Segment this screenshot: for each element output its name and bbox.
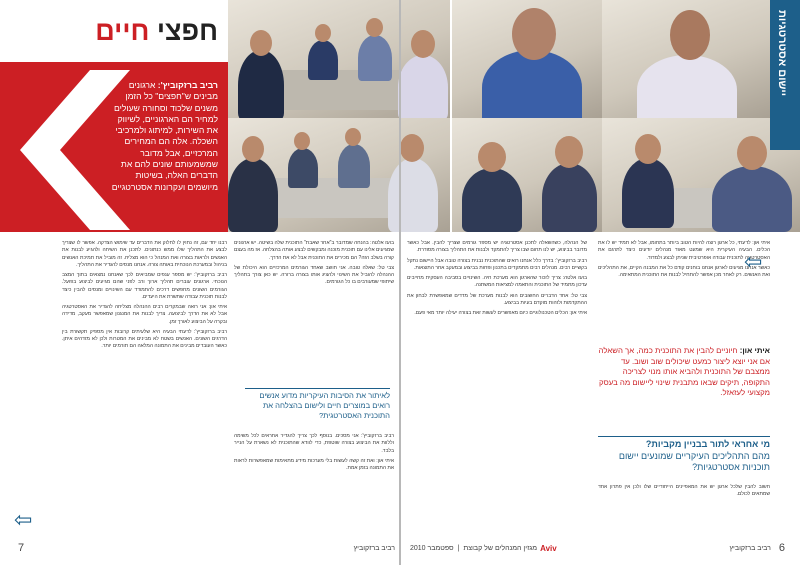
next-arrow-icon: ⇦ [744, 250, 763, 275]
footer-right-end [700, 538, 785, 558]
subhead-right-question: מי אחראי לתור בבניין מקביות? [645, 439, 770, 449]
page-title: חפצי חיים [95, 16, 218, 46]
section-side-tab: יישום אסטרטגיות [770, 0, 800, 150]
page-fold [399, 0, 401, 565]
photo-speaker-2 [602, 0, 770, 118]
text-column-3: של הנהלה, כשהשאלה לתכנן אסטרטגיה יש מספר גורמים שצריך להבין. אבל כאשר מדובר בביצוע, יש לנו תחום שבו צריך להתמקד ולבנות את התהליך בצורה מסודרת. רביב ברזקוביץ': בדרך כלל אנחנו רואים שהתוכנית נבנית בצורה טובה אבל היישום נתקל בקשיים רבים. מנהלים רבים מתמקדים בתכנון ופחות בביצוע ובמעקב אחר התוצאות. בועז אלטה: צריך לזכור שהארגון הוא מערכת חיה. השינויים בסביבה העסקית מחייבים עדכון מתמיד של התוכנית והתאמה למציאות המשתנה. צבי טל: אחד הדברים החשובים הוא לבנות מערכת של מדדים שמאפשרת לבחון את ההתקדמות ולזהות מוקדם בעיות בביצוע. איתי און: הכלים הטכנולוגיים כיום מאפשרים לעשות זאת בצורה יעילה יותר מאי פעם. [407, 240, 587, 316]
callout-quote [598, 346, 770, 399]
footer-right: ספטמבר 2010 | מגזין המנהלים של קבוצת Aviv [410, 543, 557, 553]
callout-text: חיוניים להבין את התוכנית כמה, אך השאלה אם אני יוצא ליצור כמעט שיכולים שוב ושוב. עד ממצבם של התוכנית ולהביא אותו מנוי לצריכה התקופה, תיקים שבאו מתבנית שינוי ליישום מה בעסק מקצועי לעזאזל. [598, 346, 770, 398]
text-column-1: רבנו יחד עם, זה נחוץ לו לחלוק את הדברים עד שימוש הצדקה. אפשר לו שצריך לבצע את התהליך שלו ממש כנתונים. לתכנן את השיחה ולהגיע לבנות את האנשים ולראות בצורה ואת המנהל כי הוא מצליח. זה מוביל את תמיכת האנשים בניהול ובמערכת הנוכחית באותה צורה. אנחנו מנסים להגדיר את התהליך. רביב ברזקוביץ': יש מספר ענפים שמביאים לכך שאנחנו נמצאים בתוך המצב הנוכחי. ארגונים עוברים תהליך ארוך ורב לפני שהם מגיעים לביצוע בפועל. הגורמים השונים מחפשים דרכים להתמודד עם השינויים ומנסים להבין כיצד לבנות תוכנית עבודה שתשרת את היעדים. איתי און: אני רואה שבמקרים רבים ההנהלה מצליחה להגדיר את האסטרטגיה אבל לא את הדרך לביצועה. צריך לבנות את המנגנון שמאפשר מעקב, מדידה ובקרה על הביצוע לאורך זמן. רביב ברזקוביץ': לדעתי הבעיה היא שלעיתים קרובות אין מספיק תקשורת בין הדרגים השונים. האנשים בשטח לא מבינים את המטרות ולכן לא מזדהים איתן. כאשר העובדים מבינים את התמונה המלאה הם תורמים יותר. [62, 240, 227, 350]
subhead-rule-left [245, 388, 390, 389]
text-column-4b: חשוב להבין שלכל ארגון יש את המאפיינים הייחודיים שלו ולכן אין פתרון אחד שמתאים לכולם. [598, 484, 770, 498]
prev-arrow-icon: ⇦ [14, 508, 33, 533]
text-column-4a: איתי און: לדעתי, כל ארגון רוצה להיות הטוב ביותר בתחומו, אבל לא תמיד יש לו את הכלים. הבעיה העיקרית היא שמעט מאוד מנהלים יודעים כיצד לתרגם את האסטרטגיה לתוכנית עבודה אופרטיבית שניתן לבצע ולמדוד. כאשר אנחנו מגיעים לארגון אנחנו בוחנים קודם כל את המבנה הקיים, את התהליכים ואת האנשים. רק לאחר מכן אפשר להתחיל לבנות את התוכנית המתאימה. [598, 240, 770, 278]
pull-quote-author: רביב ברזקוביץ': [157, 80, 218, 90]
aviv-logo: Aviv [540, 543, 557, 553]
page-number-left: 7 [18, 542, 25, 554]
subhead-right [598, 439, 770, 474]
photo-speaker-1 [452, 0, 602, 118]
footer-left-name: רביב ברזקוביץ [353, 544, 395, 552]
footer-magazine: מגזין המנהלים של קבוצת [463, 544, 538, 552]
photo-speaker-3 [452, 118, 602, 232]
subhead-left: לאיתור את הסיבות העיקריות מדוע אנשים רואים במוצרים חיים ולישום בהצלחה את התוכנית האסטרטגית? [259, 391, 390, 420]
text-column-2b: רביב ברזקוביץ': אני מסכים. בנוסף לכך צריך להגדיר אחראים לכל משימה וללוות את הביצוע בצורה שוטפת, כדי לוודא שהתוכנית לא נשארת על הנייר בלבד. איתי און: ואת זה קשה לעשות בלי מערכות מידע מתאימות שמאפשרות לראות את התמונה בזמן אמת. [234, 433, 394, 471]
page-title-accent: חיים [95, 16, 150, 46]
page-number-right: 6 [778, 542, 785, 554]
text-column-2a: בועז אלטה: בהנחה שמדובר ב"אחר שאבת" התוכנית שלה בשיטה. יש ארגונים שמגיעים אלינו עם תוכנית מוכנה ומבקשים לבצע אותה בהצלחה. אז מה בעצם קורה בשלב הזה? הם מכירים את התוכנית אבל לא את הדרך. צבי טל: שאלה טובה. אני חושב שאחד הגורמים המרכזיים הוא היכולת של ההנהלה להוביל את השינוי ולהציג אותו בצורה ברורה. יש כאן צורך בתהליך שיתופי שמעורבים בו כל הגורמים. [234, 240, 394, 286]
callout-author: איתי און: [739, 346, 770, 355]
pull-quote [108, 80, 218, 193]
subhead-rule-right [598, 436, 770, 437]
subhead-right-text: מהם התהליכים העיקריים שמונעים יישום תוכניות אסטרטגיות? [618, 450, 770, 472]
footer-issue: ספטמבר 2010 [410, 544, 454, 552]
title-panel [0, 0, 228, 232]
photo-meeting-wide [228, 0, 450, 118]
pull-quote-text: ארגונים מבינים ש"חפצים" כל הזמן משנים שלכוד וסחורה שעולים למחיר הם הארגוניים, לשיווק את השירות, למיתוג ולמרכיבי השכלה. אלה הם המחירים המרכזיים, אבל מדובר שמשמעותם שונים להם את הדברים האלה, בשיטות מיושמים ועקרונות אסטרטגיים [111, 80, 218, 192]
photo-meeting-group [228, 118, 450, 232]
footer-right-name: רביב ברזקוביץ [729, 544, 771, 552]
footer-left [18, 538, 138, 558]
